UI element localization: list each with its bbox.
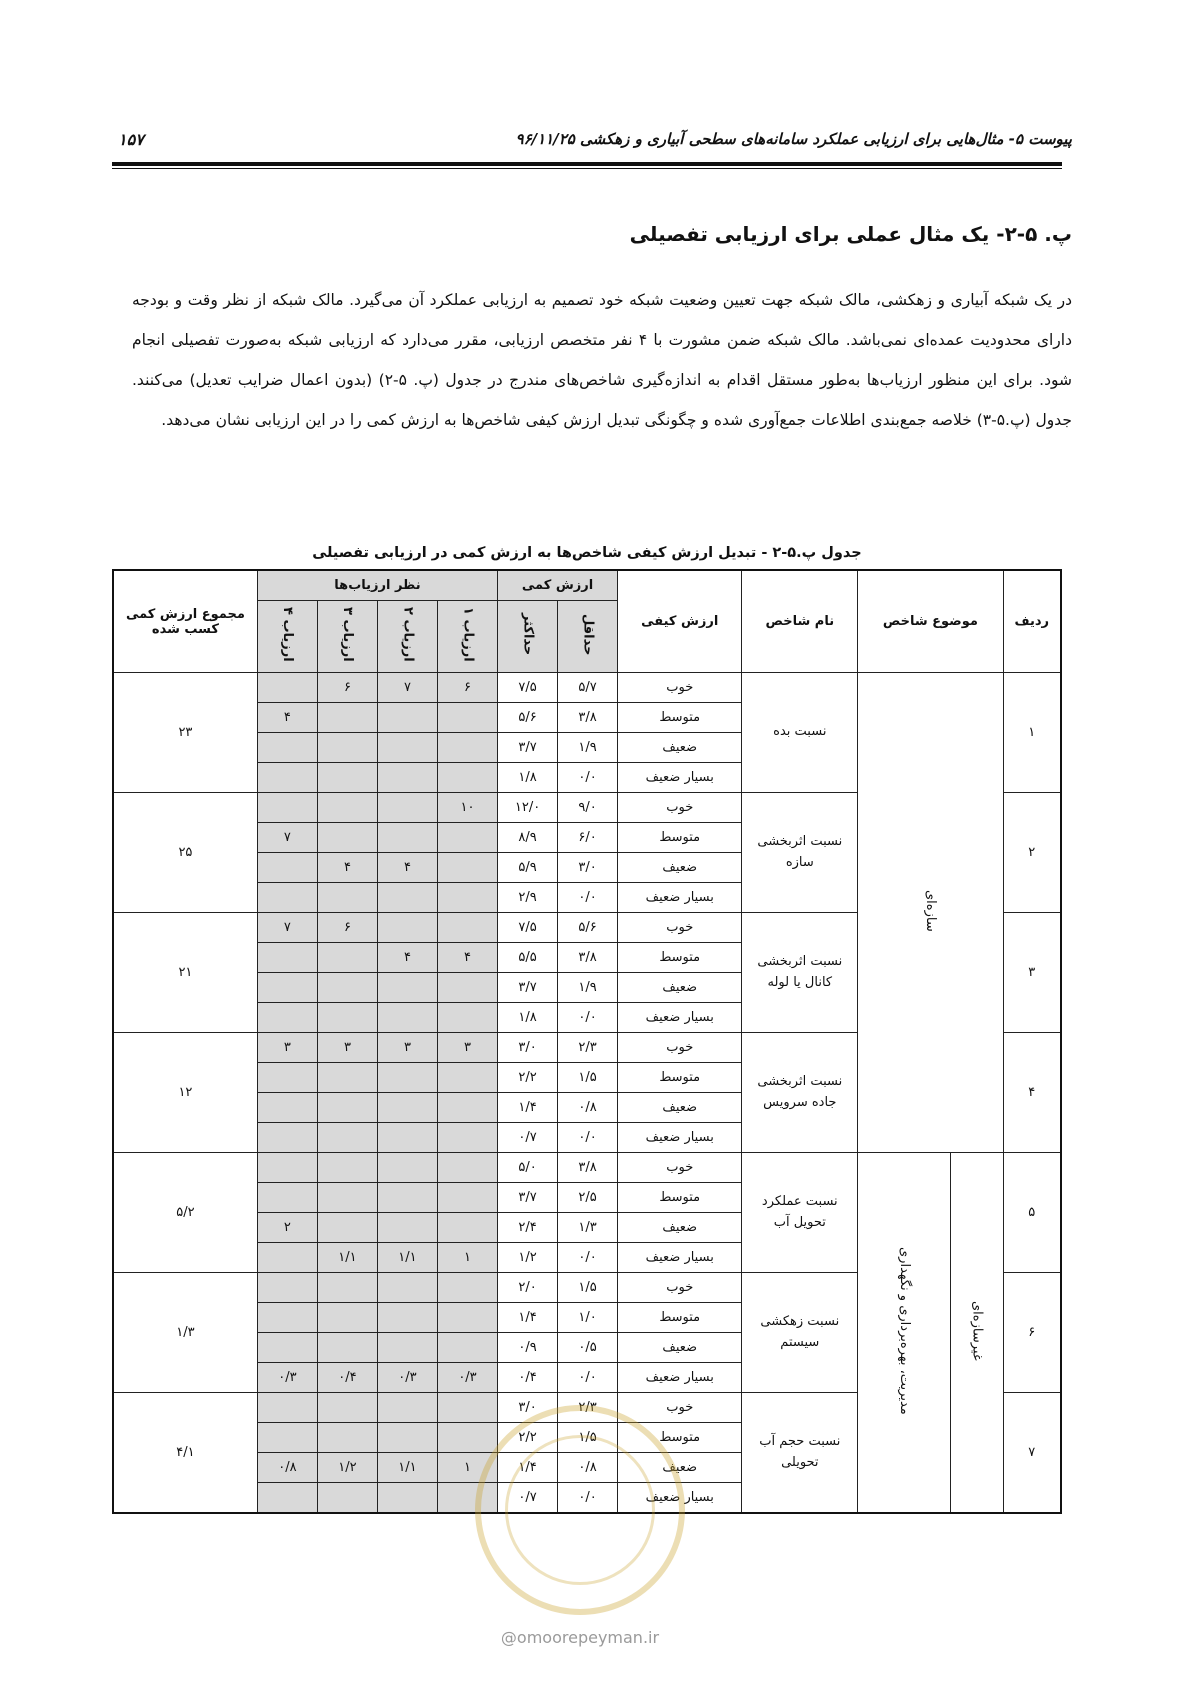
rater2-value [377,1213,437,1243]
quant-min: ۵/۷ [558,673,618,703]
rater1-value [437,823,497,853]
quant-min: ۰/۰ [558,883,618,913]
rater3-value: ۶ [317,673,377,703]
table-caption: جدول پ.۵-۲ - تبدیل ارزش کیفی شاخص‌ها به ارزش کمی در ارزیابی تفصیلی [312,545,862,561]
rater4-value: ۰/۳ [257,1363,317,1393]
quant-max: ۰/۷ [498,1483,558,1514]
quant-max: ۱/۸ [498,1003,558,1033]
quant-min: ۰/۸ [558,1453,618,1483]
rater3-value [317,943,377,973]
rater4-value [257,1093,317,1123]
rater4-value [257,1333,317,1363]
row-number: ۲ [1003,793,1061,913]
quant-max: ۲/۴ [498,1213,558,1243]
table-body [113,673,1061,1514]
quality-value: خوب [618,1033,742,1063]
rater3-value [317,793,377,823]
rater1-value: ۰/۳ [437,1363,497,1393]
quality-value: بسیار ضعیف [618,1003,742,1033]
quant-min: ۰/۰ [558,763,618,793]
rater1-value [437,763,497,793]
row-number: ۳ [1003,913,1061,1033]
quant-min: ۲/۳ [558,1393,618,1423]
header-indicator: نام شاخص [742,570,858,673]
indicator-name: نسبت بده [742,673,858,793]
total-score: ۲۳ [113,673,257,793]
rater2-value [377,973,437,1003]
quant-min: ۱/۳ [558,1213,618,1243]
quant-max: ۵/۵ [498,943,558,973]
quant-min: ۳/۸ [558,943,618,973]
rater3-value [317,973,377,1003]
rater2-value [377,1273,437,1303]
quant-max: ۱/۲ [498,1243,558,1273]
quality-value: بسیار ضعیف [618,763,742,793]
quality-value: ضعیف [618,853,742,883]
table-row [113,1153,1061,1183]
rater3-value [317,1333,377,1363]
rater2-value [377,1393,437,1423]
quant-min: ۰/۰ [558,1363,618,1393]
row-number: ۱ [1003,673,1061,793]
rater2-value: ۰/۳ [377,1363,437,1393]
rater4-value [257,1243,317,1273]
quality-value: ضعیف [618,733,742,763]
quant-max: ۳/۷ [498,733,558,763]
quant-max: ۰/۷ [498,1123,558,1153]
quant-min: ۰/۰ [558,1243,618,1273]
rater4-value [257,1123,317,1153]
rater1-value [437,1183,497,1213]
indicator-name: نسبت زهکشی سیستم [742,1273,858,1393]
quant-max: ۸/۹ [498,823,558,853]
header-quality: ارزش کیفی [618,570,742,673]
rater1-value [437,1333,497,1363]
quant-max: ۱۲/۰ [498,793,558,823]
rater1-value [437,1093,497,1123]
quant-min: ۵/۶ [558,913,618,943]
indicator-name: نسبت اثربخشی سازه [742,793,858,913]
rater1-value [437,973,497,1003]
quant-max: ۱/۴ [498,1453,558,1483]
rater4-value: ۷ [257,913,317,943]
header-subject: موضوع شاخص [858,570,1003,673]
quant-max: ۳/۰ [498,1033,558,1063]
rater1-value [437,703,497,733]
total-score: ۵/۲ [113,1153,257,1273]
quant-min: ۱/۵ [558,1423,618,1453]
row-number: ۶ [1003,1273,1061,1393]
quant-min: ۲/۵ [558,1183,618,1213]
indicator-name: نسبت اثربخشی جاده سرویس [742,1033,858,1153]
rater1-value: ۱ [437,1243,497,1273]
total-score: ۱۲ [113,1033,257,1153]
rater2-value [377,1423,437,1453]
rater3-value: ۱/۲ [317,1453,377,1483]
indicator-name: نسبت حجم آب تحویلی [742,1393,858,1514]
quality-value: متوسط [618,1183,742,1213]
rater2-value [377,703,437,733]
rater3-value [317,1273,377,1303]
rater2-value: ۴ [377,943,437,973]
header-raters-group: نظر ارزیاب‌ها [257,570,497,601]
rater2-value: ۴ [377,853,437,883]
rater3-value [317,733,377,763]
rater1-value [437,853,497,883]
rater4-value: ۳ [257,1033,317,1063]
rater2-value [377,1303,437,1333]
quality-value: متوسط [618,1303,742,1333]
rater2-value [377,763,437,793]
quality-value: بسیار ضعیف [618,883,742,913]
quality-value: ضعیف [618,1333,742,1363]
quality-value: بسیار ضعیف [618,1483,742,1514]
header-row-no: ردیف [1003,570,1061,673]
header-quant-group: ارزش کمی [498,570,618,601]
rater1-value [437,1423,497,1453]
quant-min: ۰/۰ [558,1003,618,1033]
quant-max: ۰/۹ [498,1333,558,1363]
header-rater3: ارزیاب ۳ [317,601,377,673]
rater3-value [317,1303,377,1333]
rater2-value [377,1003,437,1033]
quality-value: بسیار ضعیف [618,1123,742,1153]
rater4-value [257,1183,317,1213]
quant-min: ۱/۵ [558,1273,618,1303]
quant-max: ۷/۵ [498,913,558,943]
running-header-title: پیوست ۵- مثال‌هایی برای ارزیابی عملکرد سامانه‌های سطحی آبیاری و زهکشی ۹۶/۱۱/۲۵ [515,130,1072,148]
rater2-value [377,823,437,853]
section-heading: پ. ۵-۲- یک مثال عملی برای ارزیابی تفصیلی [629,222,1072,246]
header-max: حداکثر [498,601,558,673]
rater3-value [317,1393,377,1423]
site-watermark: @omoorepeyman.ir [500,1628,660,1647]
rater1-value [437,733,497,763]
total-score: ۲۱ [113,913,257,1033]
quant-max: ۵/۶ [498,703,558,733]
quant-min: ۲/۳ [558,1033,618,1063]
rater2-value [377,1063,437,1093]
quality-value: متوسط [618,943,742,973]
rater2-value [377,1153,437,1183]
row-number: ۵ [1003,1153,1061,1273]
rater1-value [437,1303,497,1333]
quant-min: ۱/۵ [558,1063,618,1093]
rater1-value [437,1003,497,1033]
quality-value: خوب [618,793,742,823]
rater4-value: ۲ [257,1213,317,1243]
subject-management-label: مدیریت، بهره‌برداری و نگهداری [896,1246,912,1415]
rater2-value [377,1093,437,1123]
quant-max: ۲/۲ [498,1423,558,1453]
page-number: ۱۵۷ [118,130,144,149]
rater1-value [437,1063,497,1093]
rater4-value [257,1303,317,1333]
row-number: ۴ [1003,1033,1061,1153]
body-paragraph: در یک شبکه آبیاری و زهکشی، مالک شبکه جهت تعیین وضعیت شبکه خود تصمیم به ارزیابی عملکرد آن می‌گیرد. مالک شبکه از نظر وقت و بودجه دارای محدودیت عمده‌ای نمی‌باشد. مالک شبکه ضمن مشورت با ۴ نفر متخصص ارزیابی، مقرر می‌دارد که ارزیابی شبکه به‌صورت تفصیلی انجام شود. برای این منظور ارزیاب‌ها به‌طور مستقل اقدام به اندازه‌گیری شاخص‌های مندرج در جدول (پ. ۵-۲) (بدون اعمال ضرایب تعدیل) می‌کنند. جدول (پ.۵-۳) خلاصه جمع‌بندی اطلاعات جمع‌آوری شده و چگونگی تبدیل ارزش کیفی شاخص‌ها به ارزش کمی را در این ارزیابی نشان می‌دهد. [132,291,1072,429]
indicator-name: نسبت عملکرد تحویل آب [742,1153,858,1273]
rater1-value: ۳ [437,1033,497,1063]
rater1-value: ۴ [437,943,497,973]
rater4-value [257,1003,317,1033]
rater2-value [377,733,437,763]
quant-max: ۲/۰ [498,1273,558,1303]
total-score: ۴/۱ [113,1393,257,1514]
quant-min: ۰/۰ [558,1123,618,1153]
quality-value: متوسط [618,823,742,853]
evaluation-table [112,569,1062,1514]
subject-nonstructural [950,1153,1003,1514]
rater2-value: ۱/۱ [377,1453,437,1483]
table-row [113,673,1061,703]
total-score: ۱/۳ [113,1273,257,1393]
rater3-value: ۰/۴ [317,1363,377,1393]
rater4-value [257,793,317,823]
quant-max: ۷/۵ [498,673,558,703]
rater2-value: ۷ [377,673,437,703]
quality-value: متوسط [618,1063,742,1093]
quality-value: ضعیف [618,973,742,1003]
rater1-value: ۱ [437,1453,497,1483]
rater1-value [437,1153,497,1183]
quant-min: ۰/۸ [558,1093,618,1123]
rater4-value [257,973,317,1003]
quality-value: متوسط [618,703,742,733]
quant-max: ۲/۲ [498,1063,558,1093]
quant-min: ۰/۰ [558,1483,618,1514]
quant-max: ۳/۷ [498,1183,558,1213]
rater3-value [317,1483,377,1514]
rater4-value [257,1063,317,1093]
rater2-value [377,913,437,943]
rater1-value [437,1273,497,1303]
quant-min: ۹/۰ [558,793,618,823]
rater4-value [257,943,317,973]
quant-min: ۶/۰ [558,823,618,853]
quant-max: ۳/۷ [498,973,558,1003]
quality-value: ضعیف [618,1453,742,1483]
rater1-value [437,1393,497,1423]
rater2-value [377,1123,437,1153]
rater2-value [377,793,437,823]
quality-value: خوب [618,1393,742,1423]
rater3-value [317,1153,377,1183]
rater2-value: ۳ [377,1033,437,1063]
rater2-value [377,1483,437,1514]
header-rater4: ارزیاب ۴ [257,601,317,673]
rater4-value [257,883,317,913]
quant-max: ۲/۹ [498,883,558,913]
quality-value: بسیار ضعیف [618,1243,742,1273]
quant-min: ۱/۹ [558,733,618,763]
quant-min: ۳/۸ [558,1153,618,1183]
rater1-value: ۱۰ [437,793,497,823]
rater3-value: ۱/۱ [317,1243,377,1273]
rater4-value [257,673,317,703]
rater2-value [377,883,437,913]
rater4-value [257,1483,317,1514]
quality-value: ضعیف [618,1093,742,1123]
quant-min: ۱/۰ [558,1303,618,1333]
rater4-value [257,1393,317,1423]
quality-value: خوب [618,913,742,943]
quality-value: بسیار ضعیف [618,1363,742,1393]
rater3-value [317,1183,377,1213]
quant-max: ۳/۰ [498,1393,558,1423]
quality-value: خوب [618,1273,742,1303]
rater3-value [317,823,377,853]
rater4-value [257,763,317,793]
row-number: ۷ [1003,1393,1061,1514]
quant-min: ۱/۹ [558,973,618,1003]
header-rater1: ارزیاب ۱ [437,601,497,673]
rater2-value [377,1333,437,1363]
rater4-value [257,853,317,883]
subject-nonstructural-label: غیرسازه‌ای [969,1300,985,1361]
subject-management [858,1153,951,1514]
rater1-value: ۶ [437,673,497,703]
rater3-value [317,883,377,913]
rater2-value [377,1183,437,1213]
quality-value: خوب [618,1153,742,1183]
rater2-value: ۱/۱ [377,1243,437,1273]
rater1-value [437,913,497,943]
rater1-value [437,1213,497,1243]
rater1-value [437,1123,497,1153]
rater3-value: ۳ [317,1033,377,1063]
rater1-value [437,1483,497,1514]
quant-max: ۱/۴ [498,1303,558,1333]
quant-max: ۰/۴ [498,1363,558,1393]
quality-value: خوب [618,673,742,703]
rater3-value [317,1093,377,1123]
quality-value: ضعیف [618,1213,742,1243]
quant-max: ۱/۸ [498,763,558,793]
rater3-value: ۴ [317,853,377,883]
quant-min: ۳/۸ [558,703,618,733]
rater3-value [317,1423,377,1453]
rater1-value [437,883,497,913]
quant-min: ۰/۵ [558,1333,618,1363]
quant-max: ۵/۰ [498,1153,558,1183]
quality-value: متوسط [618,1423,742,1453]
indicator-name: نسبت اثربخشی کانال یا لوله [742,913,858,1033]
header-total: مجموع ارزش کمی کسب شده [113,570,257,673]
subject-structural [858,673,1003,1153]
header-rule-thin [112,168,1062,169]
rater3-value [317,1003,377,1033]
rater3-value [317,1063,377,1093]
rater4-value: ۴ [257,703,317,733]
quant-max: ۱/۴ [498,1093,558,1123]
quant-max: ۵/۹ [498,853,558,883]
rater3-value [317,763,377,793]
rater3-value: ۶ [317,913,377,943]
header-min: حداقل [558,601,618,673]
rater3-value [317,1123,377,1153]
rater3-value [317,1213,377,1243]
rater4-value: ۰/۸ [257,1453,317,1483]
total-score: ۲۵ [113,793,257,913]
quant-min: ۳/۰ [558,853,618,883]
rater4-value [257,1423,317,1453]
subject-structural-label: سازه‌ای [923,889,939,932]
header-rater2: ارزیاب ۲ [377,601,437,673]
rater3-value [317,703,377,733]
rater4-value [257,1273,317,1303]
rater4-value: ۷ [257,823,317,853]
header-rule-thick [112,162,1062,166]
rater4-value [257,733,317,763]
rater4-value [257,1153,317,1183]
